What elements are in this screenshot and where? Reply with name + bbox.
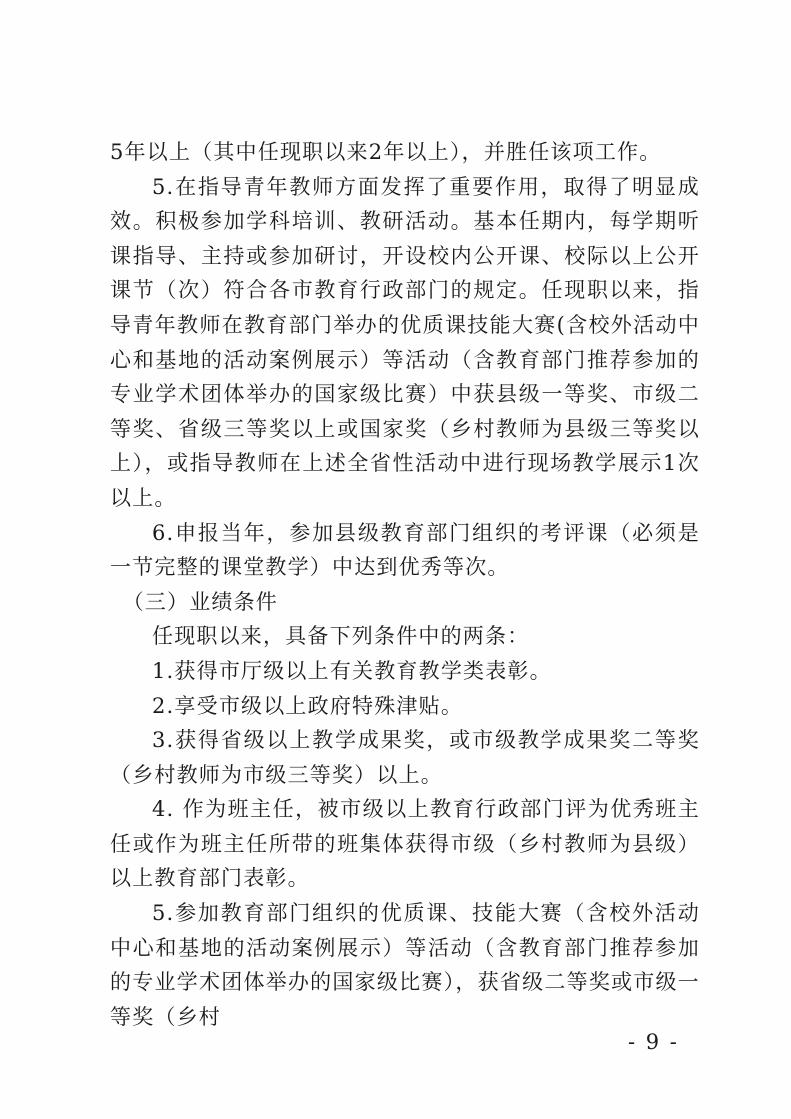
paragraph-10: 5.参加教育部门组织的优质课、技能大赛（含校外活动中心和基地的活动案例展示）等活动（含教育部门推荐参加的专业学术团体举办的国家级比赛），获省级二等奖或市级一等奖（乡村 [110,901,700,1029]
paragraph-3: 6.申报当年，参加县级教育部门组织的考评课（必须是一节完整的课堂教学）中达到优秀等次。 [110,520,700,580]
paragraph-9: 4. 作为班主任，被市级以上教育行政部门评为优秀班主任或作为班主任所带的班集体获得市级（乡村教师为县级）以上教育部门表彰。 [110,797,700,891]
paragraph-5: 任现职以来，具备下列条件中的两条： [152,624,530,649]
page-number: - 9 - [628,1030,679,1054]
paragraph-8: 3.获得省级以上教学成果奖，或市级教学成果奖二等奖（乡村教师为市级三等奖）以上。 [110,728,700,787]
paragraph-1: 5年以上（其中任现职以来2年以上），并胜任该项工作。 [110,140,662,164]
body-text [110,135,700,1034]
paragraph-6: 1.获得市厅级以上有关教育教学类表彰。 [152,658,552,683]
paragraph-7: 2.享受市级以上政府特殊津贴。 [152,693,464,718]
section-heading: （三）业绩条件 [122,589,278,614]
paragraph-2: 5.在指导青年教师方面发挥了重要作用，取得了明显成效。积极参加学科培训、教研活动。基本任期内，每学期听课指导、主持或参加研讨，开设校内公开课、校际以上公开课节（次）符合各市教育行政部门的规定。任现职以来，指导青年教师在教育部门举办的优质课技能大赛(含校外活动中心和基地的活动案例展示）等活动（含教育部门推荐参加的专业学术团体举办的国家级比赛）中获县级一等奖、市级二等奖、省级三等奖以上或国家奖（乡村教师为县级三等奖以上），或指导教师在上述全省性活动中进行现场教学展示1次以上。 [110,174,700,510]
